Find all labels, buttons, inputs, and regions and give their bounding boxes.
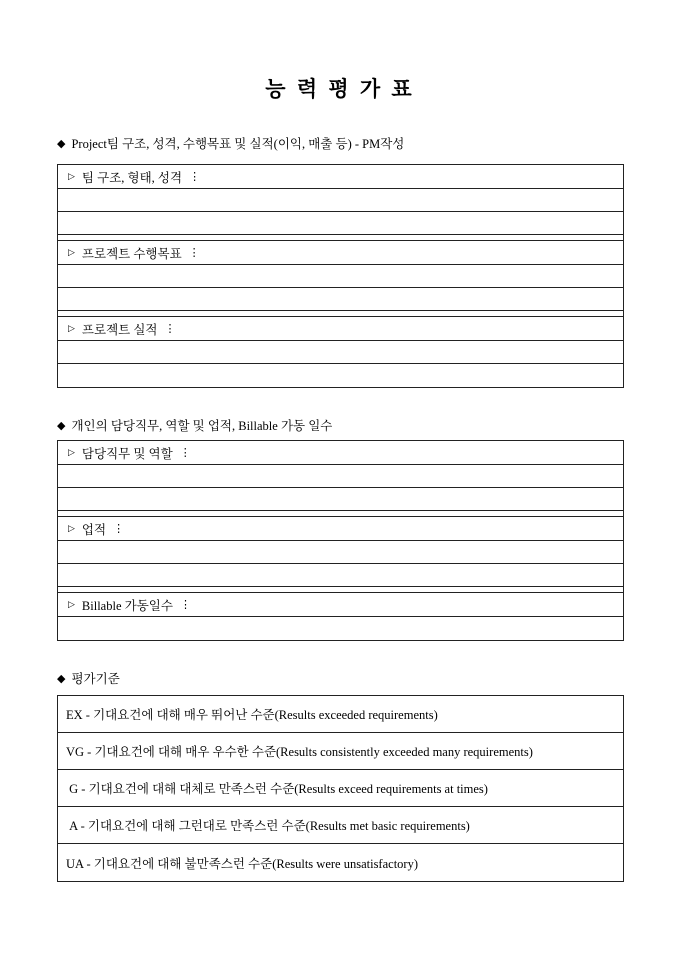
table-row-blank xyxy=(58,189,623,212)
table-row-blank xyxy=(58,488,623,511)
project-team-table xyxy=(57,164,624,388)
table-row-label-achievement xyxy=(58,517,623,541)
table-row-label-project-result xyxy=(58,317,623,341)
triangle-bullet-icon: ▷ xyxy=(68,247,75,257)
section-heading-project xyxy=(57,136,680,152)
section-heading-criteria xyxy=(57,671,680,687)
table-row-blank xyxy=(58,341,623,364)
table-row-blank xyxy=(58,288,623,311)
criteria-text: A - 기대요건에 대해 그런대로 만족스런 수준(Results met basic requirements) xyxy=(66,819,470,833)
table-row-blank xyxy=(58,617,623,640)
diamond-bullet-icon: ◆ xyxy=(57,673,66,685)
evaluation-criteria-table xyxy=(57,695,624,882)
vertical-dots-icon: ⋮ xyxy=(179,447,191,459)
vertical-dots-icon: ⋮ xyxy=(164,323,176,335)
row-label-text: 프로젝트 수행목표 xyxy=(81,246,182,261)
criteria-row-vg xyxy=(58,733,623,770)
section-heading-individual-text: 개인의 담당직무, 역할 및 업적, Billable 가동 일수 xyxy=(71,419,333,433)
criteria-row-a xyxy=(58,807,623,844)
criteria-row-g xyxy=(58,770,623,807)
triangle-bullet-icon: ▷ xyxy=(68,447,75,457)
triangle-bullet-icon: ▷ xyxy=(68,171,75,181)
diamond-bullet-icon: ◆ xyxy=(57,420,66,432)
document-title: 능 력 평 가 표 xyxy=(265,77,415,101)
table-row-blank xyxy=(58,364,623,387)
individual-duty-table xyxy=(57,440,624,641)
triangle-bullet-icon: ▷ xyxy=(68,523,75,533)
table-row-label-billable xyxy=(58,593,623,617)
vertical-dots-icon: ⋮ xyxy=(189,171,201,183)
table-row-label-duty xyxy=(58,441,623,465)
table-row-label-project-goal xyxy=(58,241,623,265)
section-heading-project-text: Project팀 구조, 성격, 수행목표 및 실적(이익, 매출 등) - PM작성 xyxy=(71,137,405,151)
section-heading-criteria-text: 평가기준 xyxy=(71,672,120,686)
triangle-bullet-icon: ▷ xyxy=(68,323,75,333)
table-row-blank xyxy=(58,212,623,235)
criteria-text: UA - 기대요건에 대해 불만족스런 수준(Results were unsatisfactory) xyxy=(66,856,418,871)
criteria-row-ex xyxy=(58,696,623,733)
table-row-label-team-structure xyxy=(58,165,623,189)
triangle-bullet-icon: ▷ xyxy=(68,599,75,609)
table-row-blank xyxy=(58,465,623,488)
criteria-text: EX - 기대요건에 대해 매우 뛰어난 수준(Results exceeded requirements) xyxy=(66,708,438,722)
criteria-text: VG - 기대요건에 대해 매우 우수한 수준(Results consistently exceeded many requirements) xyxy=(66,745,533,759)
table-row-blank xyxy=(58,265,623,288)
row-label-text: 담당직무 및 역할 xyxy=(81,446,173,461)
criteria-row-ua xyxy=(58,844,623,881)
row-label-text: 업적 xyxy=(81,522,107,537)
diamond-bullet-icon: ◆ xyxy=(57,138,66,150)
row-label-text: 팀 구조, 형태, 성격 xyxy=(81,170,183,185)
criteria-text: G - 기대요건에 대해 대체로 만족스런 수준(Results exceed requirements at times) xyxy=(66,782,488,796)
table-row-blank xyxy=(58,564,623,587)
vertical-dots-icon: ⋮ xyxy=(188,247,200,259)
vertical-dots-icon: ⋮ xyxy=(113,523,125,535)
section-heading-individual xyxy=(57,418,680,434)
row-label-text: Billable 가동일수 xyxy=(81,598,173,613)
vertical-dots-icon: ⋮ xyxy=(179,599,191,611)
row-label-text: 프로젝트 실적 xyxy=(81,322,158,337)
table-row-blank xyxy=(58,541,623,564)
